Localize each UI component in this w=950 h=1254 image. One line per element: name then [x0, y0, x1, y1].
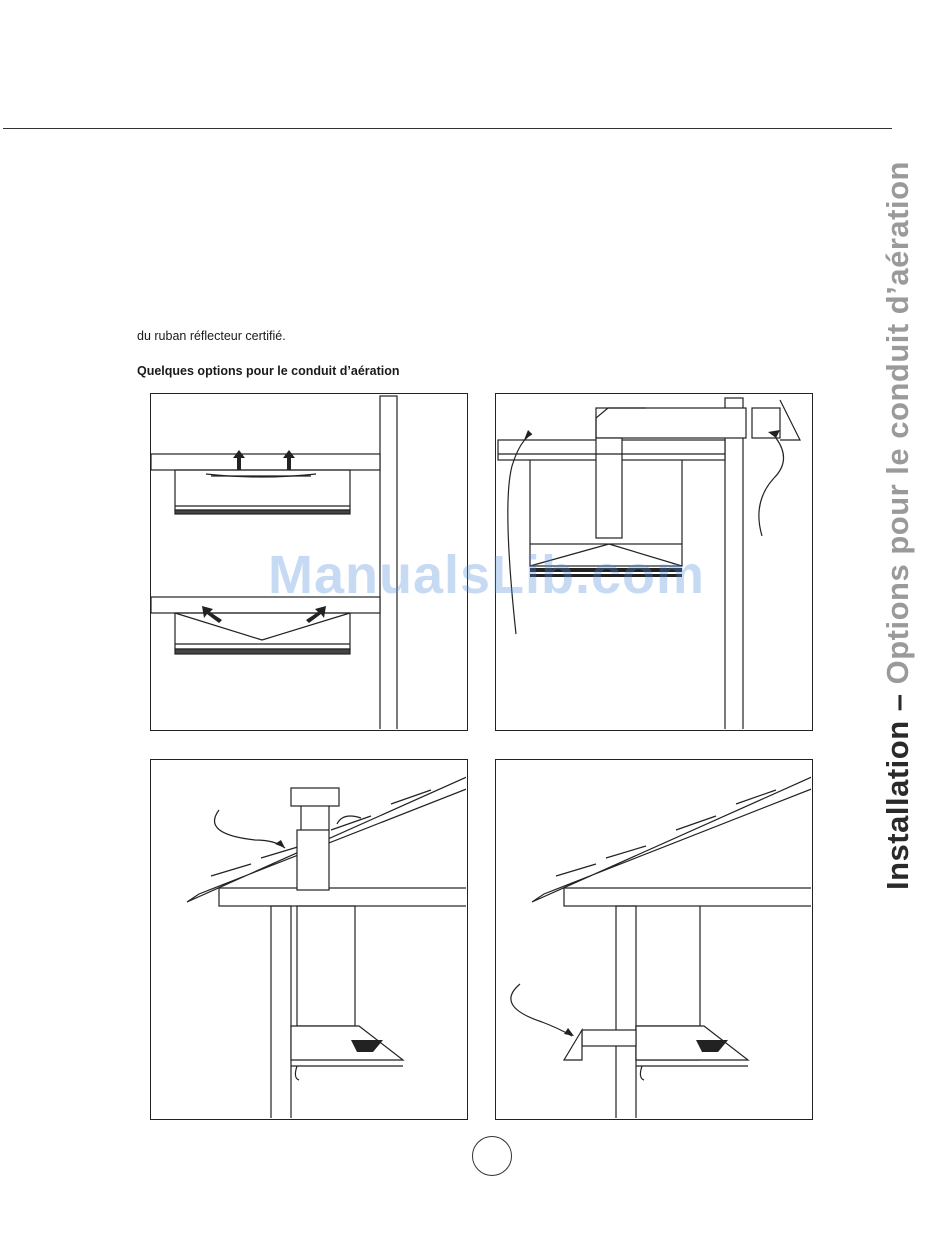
watermark-text: ManualsLib.com	[268, 545, 706, 605]
figure-roof-cap-vent	[150, 759, 468, 1120]
intro-text: du ruban réflecteur certifié.	[137, 329, 286, 343]
side-title-part1: Installation –	[880, 684, 915, 890]
roof-cap-vent-diagram-icon	[151, 760, 466, 1118]
section-heading: Quelques options pour le conduit d’aération	[137, 364, 400, 378]
wall-cap-side-vent-diagram-icon	[496, 760, 811, 1118]
page-number-circle	[472, 1136, 512, 1176]
figure-wall-cap-side-vent	[495, 759, 813, 1120]
side-title-part2: Options pour le conduit d’aération	[880, 161, 915, 685]
side-title	[880, 161, 916, 890]
header-rule	[3, 128, 892, 129]
